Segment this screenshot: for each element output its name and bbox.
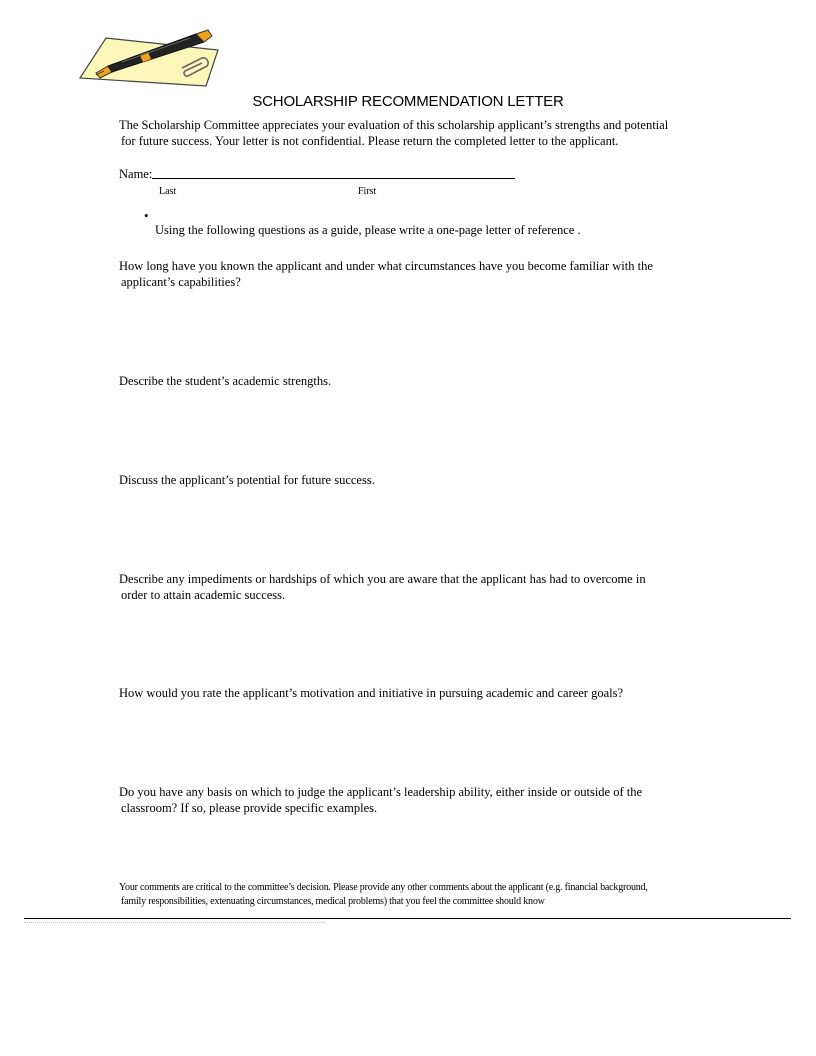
footer-divider xyxy=(24,918,791,919)
intro-line-2: for future success. Your letter is not confidential. Please return the completed letter to the applicant. xyxy=(121,134,619,148)
name-field[interactable] xyxy=(152,166,515,179)
last-name-label: Last xyxy=(159,186,177,197)
pen-paper-clip-icon xyxy=(78,28,228,88)
question-2: Describe the student’s academic strengths. xyxy=(119,374,332,388)
intro-paragraph xyxy=(119,117,739,149)
page-title: SCHOLARSHIP RECOMMENDATION LETTER xyxy=(252,93,564,110)
footer-divider-gray xyxy=(24,922,324,923)
question-1: How long have you known the applicant and under what circumstances have you become familiar with the applicant’s capabilities? xyxy=(119,259,653,289)
question-5: How would you rate the applicant’s motivation and initiative in pursuing academic and career goals? xyxy=(119,686,624,700)
question-4: Describe any impediments or hardships of which you are aware that the applicant has had to overcome in order to attain academic success. xyxy=(119,572,646,602)
name-label: Name: xyxy=(119,167,153,181)
question-3: Discuss the applicant’s potential for future success. xyxy=(119,473,375,487)
paper-sheet xyxy=(80,38,218,86)
footer-note: Your comments are critical to the committee’s decision. Please provide any other comments about the applicant (e.g. financial background, family responsibilities, extenuating circumstances, medical problems) that you feel the committee should know xyxy=(119,882,648,907)
instruction-text: Using the following questions as a guide, please write a one-page letter of reference . xyxy=(155,223,581,237)
first-name-label: First xyxy=(358,186,377,197)
intro-line-1: The Scholarship Committee appreciates your evaluation of this scholarship applicant’s strengths and potential xyxy=(119,118,669,132)
question-6: Do you have any basis on which to judge the applicant’s leadership ability, either inside or outside of the classroom? If so, please provide specific examples. xyxy=(119,785,643,815)
bullet-icon: • xyxy=(144,208,149,223)
